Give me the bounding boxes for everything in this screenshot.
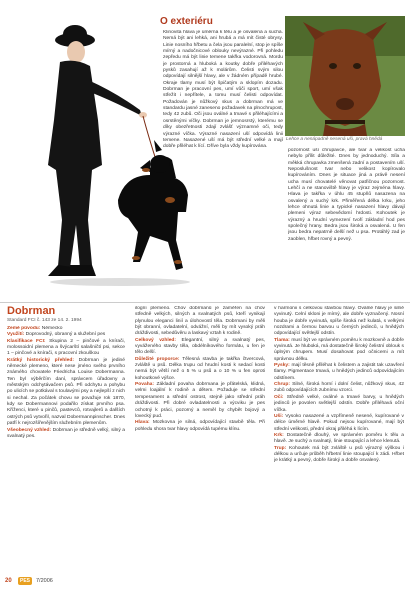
- field-text: Tělesná stavba je takřka čtvercová, zvláště u psů. Délka trupu od hrudní kosti k sedací kosti nemá být větší než o 5 % u psů a o 10 % u fen oproti kohoutkové výšce.: [135, 356, 265, 381]
- field-label: Uši:: [274, 413, 284, 419]
- breed-column-2: [135, 306, 265, 576]
- breed-standard-ref: Standard FCI č. 143 ze 14. 2. 1994: [7, 318, 82, 323]
- field-text: Skupina 2 – pinčové a knírači, molossoidní plemena a švýcarští salašničtí psi, sekce 1 – pinčové a knírači, s pracovní zkouškou: [7, 338, 125, 357]
- photo-brown-dobrman: [285, 16, 405, 136]
- field-text: Elegantní, silný a svalnatý pes, vyváženého stavby těla, obdélníkového formátu, u fen je tělo delší.: [135, 337, 265, 356]
- field-text: musí být ve správném poměru k mozkovně a dobře vyvinutá. Je hluboká, má dostatečně široký čelistní oblouk s úplným chrupem. Musí dosahovat pod očnicemi a mít správnou délku.: [274, 337, 404, 362]
- field-text: Mozkovna je silná, odpovídající stavbě těla. Při pohledu shora tvar hlavy odpovídá tupému klínu.: [135, 420, 265, 432]
- breed-title: Dobrman: [7, 305, 56, 317]
- field-label: Povaha:: [135, 382, 155, 388]
- field-text: mají těsně přiléhat k čelistem a zajistit tak uzavření tlamy. Pigmentace tmavá, u hnědých jedinců odpovídajícím odstínem.: [274, 363, 404, 381]
- magazine-logo: PES: [19, 578, 30, 584]
- page-number: 20: [5, 578, 12, 584]
- field-label: Země původu:: [7, 326, 41, 331]
- photo-brown-dobrman-illustration: [285, 16, 405, 136]
- field-text: Dobrman je středně velký, silný a svalnatý pes.: [7, 427, 125, 439]
- field-text: Německo: [41, 326, 63, 331]
- field-text: Doprovodný, obranný a služební pes: [25, 332, 106, 338]
- article-text-column-1: Klinovitá hlava je úměrná k tělu a je osvalená a suchá. Nemá být ani lehká, ani hrubá a má mít čisté obrysy. Linie nosního hřbetu a čela jsou paralelní, stop je spíše mírný a nadočnicové oblouky nevýrazné. Při pohledu zepředu má být linie temene takřka vodorovná. Mordu je prostorná a hluboká a koutky dobře přiléhavých pysků zasahují až k molárům. Čelisti svým silou odpovídají silnější hlavy, ale v žádném případě hrubé. Okraje tlamy musí být špičatým a sklopím dozadu. Dobrman je pracovní pes, umí vůči sport, umí však střežit i nepřítele, a tomu musí čelisti odpovídat. Požadován je nůžkový skus a dobrman má ve standardu jasné zaneseno požadavek na plnochrupost, tedy 42 zubů. Oči jsou oválné a tmavé s přiléhajícími a osrstěnými víčky. Dobrman je jemnosrstý, kterému se díky obezřetnosti zdají zvlášť významné oči, tedy výrazné víčka. Výrazné nasazení uší odpovídá linii temene. Nasazené uší má být střední velké a mají dobře přiléhat k lící. Dříve byla vždy kupírována.: [163, 30, 283, 150]
- field-text: ilogní plemeno. Chov dobrmanů je zaměřen na chov středně velkých, silných a svalnatých psů, kteří vynikají plynulou eleganci linií a úlohovostí těla. Dobrmani by měli být obranní, ovladatelní, odvážní, měli by mít vysoký práh dráždivosti, sebedůvěru a laskavý vztah k rodině.: [135, 306, 265, 337]
- field-text: Silné, široká horní i dolní čelist, nůžkový skus, 42 zubů odpovídajících zubnímu vzorci.: [274, 382, 404, 394]
- field-text: Středně velké, oválné a tmavé barvy, u hnědých jedinců je povolen světlejší odstín. Dobře přiléhavá oční víčka.: [274, 394, 404, 413]
- photo-woman-with-dog-illustration: [0, 0, 190, 300]
- field-label: Krk:: [274, 432, 284, 438]
- field-text: v harmonii s celkovou stavbou hlavy. Oválné hlavy je silně vyvinutý. Celní skloni je mírný, ale dobře vyznačený. Nosní houba je dobře vyvinutá, spíše široká než kulatá, s velkými nozdrami a černou barvou u černých jedinců, u hnědých odpovídající světlejší odstín.: [274, 306, 404, 337]
- field-label: Krátký historický přehled:: [7, 357, 74, 363]
- field-text: Dostatečně dlouhý, ve správném poměru k tělu a hlavě. Je suchý a svalnatý, linie stoupající a lehce klenutá.: [274, 432, 404, 445]
- field-label: Chrup:: [274, 382, 291, 388]
- photo-woman-with-dog: [0, 0, 190, 300]
- field-label: Využití:: [7, 332, 25, 338]
- article-text-column-3: pozornost uší chrupavce, ale tvar a velikost ucha nebylo přílit důležité. Dnes by jednoduchý. Síla a měkká chrupavka zmenšená zadní a postavením uší. Neposlušnost tvar nebo velikost kopírovalo kupírováním. Dnes je situace jiná a právě nesení ucha musí chovatelé věnovat patřičnou pozornost. Lehčí a ne stanoviště hlavy je výraz zejména hlavy. Hlava je takřka v úhlu 45 stupňů nasazena na osvalený a suchý krk. Přiměřená délka krku, jeho lehce ohnutá linie a typické nasazení hlavy dávají plemeni výraz sebevědomí hrdosti. Kohoutek je výrazný a hrudní vymezení tvoří základní hod pes společný hrany. Bedra jsou široká a osvalená. U fen jsou bedra nepatrně delší než u psa. Protáhlý zad je zaoblen, hřbet rovný a pevný.: [288, 148, 405, 242]
- breed-column-3: [274, 306, 404, 576]
- field-label: Pysky:: [274, 363, 290, 369]
- section-title-exterior: O exteriéru: [160, 16, 213, 27]
- field-label: Oči:: [274, 394, 284, 400]
- issue-number: 7/2006: [36, 578, 53, 584]
- field-label: Trup:: [274, 445, 287, 451]
- field-label: Tlama:: [274, 337, 290, 343]
- field-text: Základní povaha dobrmana je přátelská, klidná, velmi loajální k rodině a dětem. Požaduje se střední temperament a střední ostrost, stejně jako střední práh dráždivosti. Při dobré ovladatelnosti a výcviku je pes ochotný k práci, pozorný a neměl by chybět bojový a lovecký pud.: [135, 382, 265, 419]
- field-label: Všeobecný vzhled:: [7, 427, 52, 433]
- section-divider: [0, 302, 410, 303]
- field-text: Dobrman je jediné německé plemeno, které nese jméno svého prvního známého chovatele Friedricha Louise Dobermanna. Ten byl výběrčím daní, správcem úřadovny a městským odchytávačem psů. Při odchytu a pohybu po ulicích se potkával s toulavými psy a nejlepší z nich si nechal. Za počátek chovu se považuje rok 1870, kdy se Dobermannovi podařilo získat prvního psa. Kříženci, které u pinčů, pastevců, rotvajlerů a dalších ostrých psů vytvořil, nazval Dobermannpinscher. Dnes patří k nejrozšířenějším služebním plemenům.: [7, 357, 125, 427]
- field-label: Klasifikace FCI:: [7, 338, 46, 344]
- breed-column-1: [7, 326, 125, 576]
- photo-caption: Lehce a nenápadně nesená uši, pravá hnědá: [286, 137, 383, 142]
- field-text: Kohoutek má být zvláště u psů výrazný výškou i délkou a určuje průběh hřbetní linie stoupající k zádi. Hřbet je krátký a pevný, dobře široký a dobře osvalený.: [274, 445, 404, 464]
- field-label: Celkový vzhled:: [135, 337, 177, 343]
- field-text: Vysoko nasazené a vzpřímeně nesené, kupírované v délce úměrné hlavě. Pokud nejsou kupírované, mají být střední velikosti, přední okraj přiléhá k lícím.: [274, 413, 404, 432]
- field-label: Důležité proporce:: [135, 356, 180, 362]
- field-label: Hlava:: [135, 420, 150, 426]
